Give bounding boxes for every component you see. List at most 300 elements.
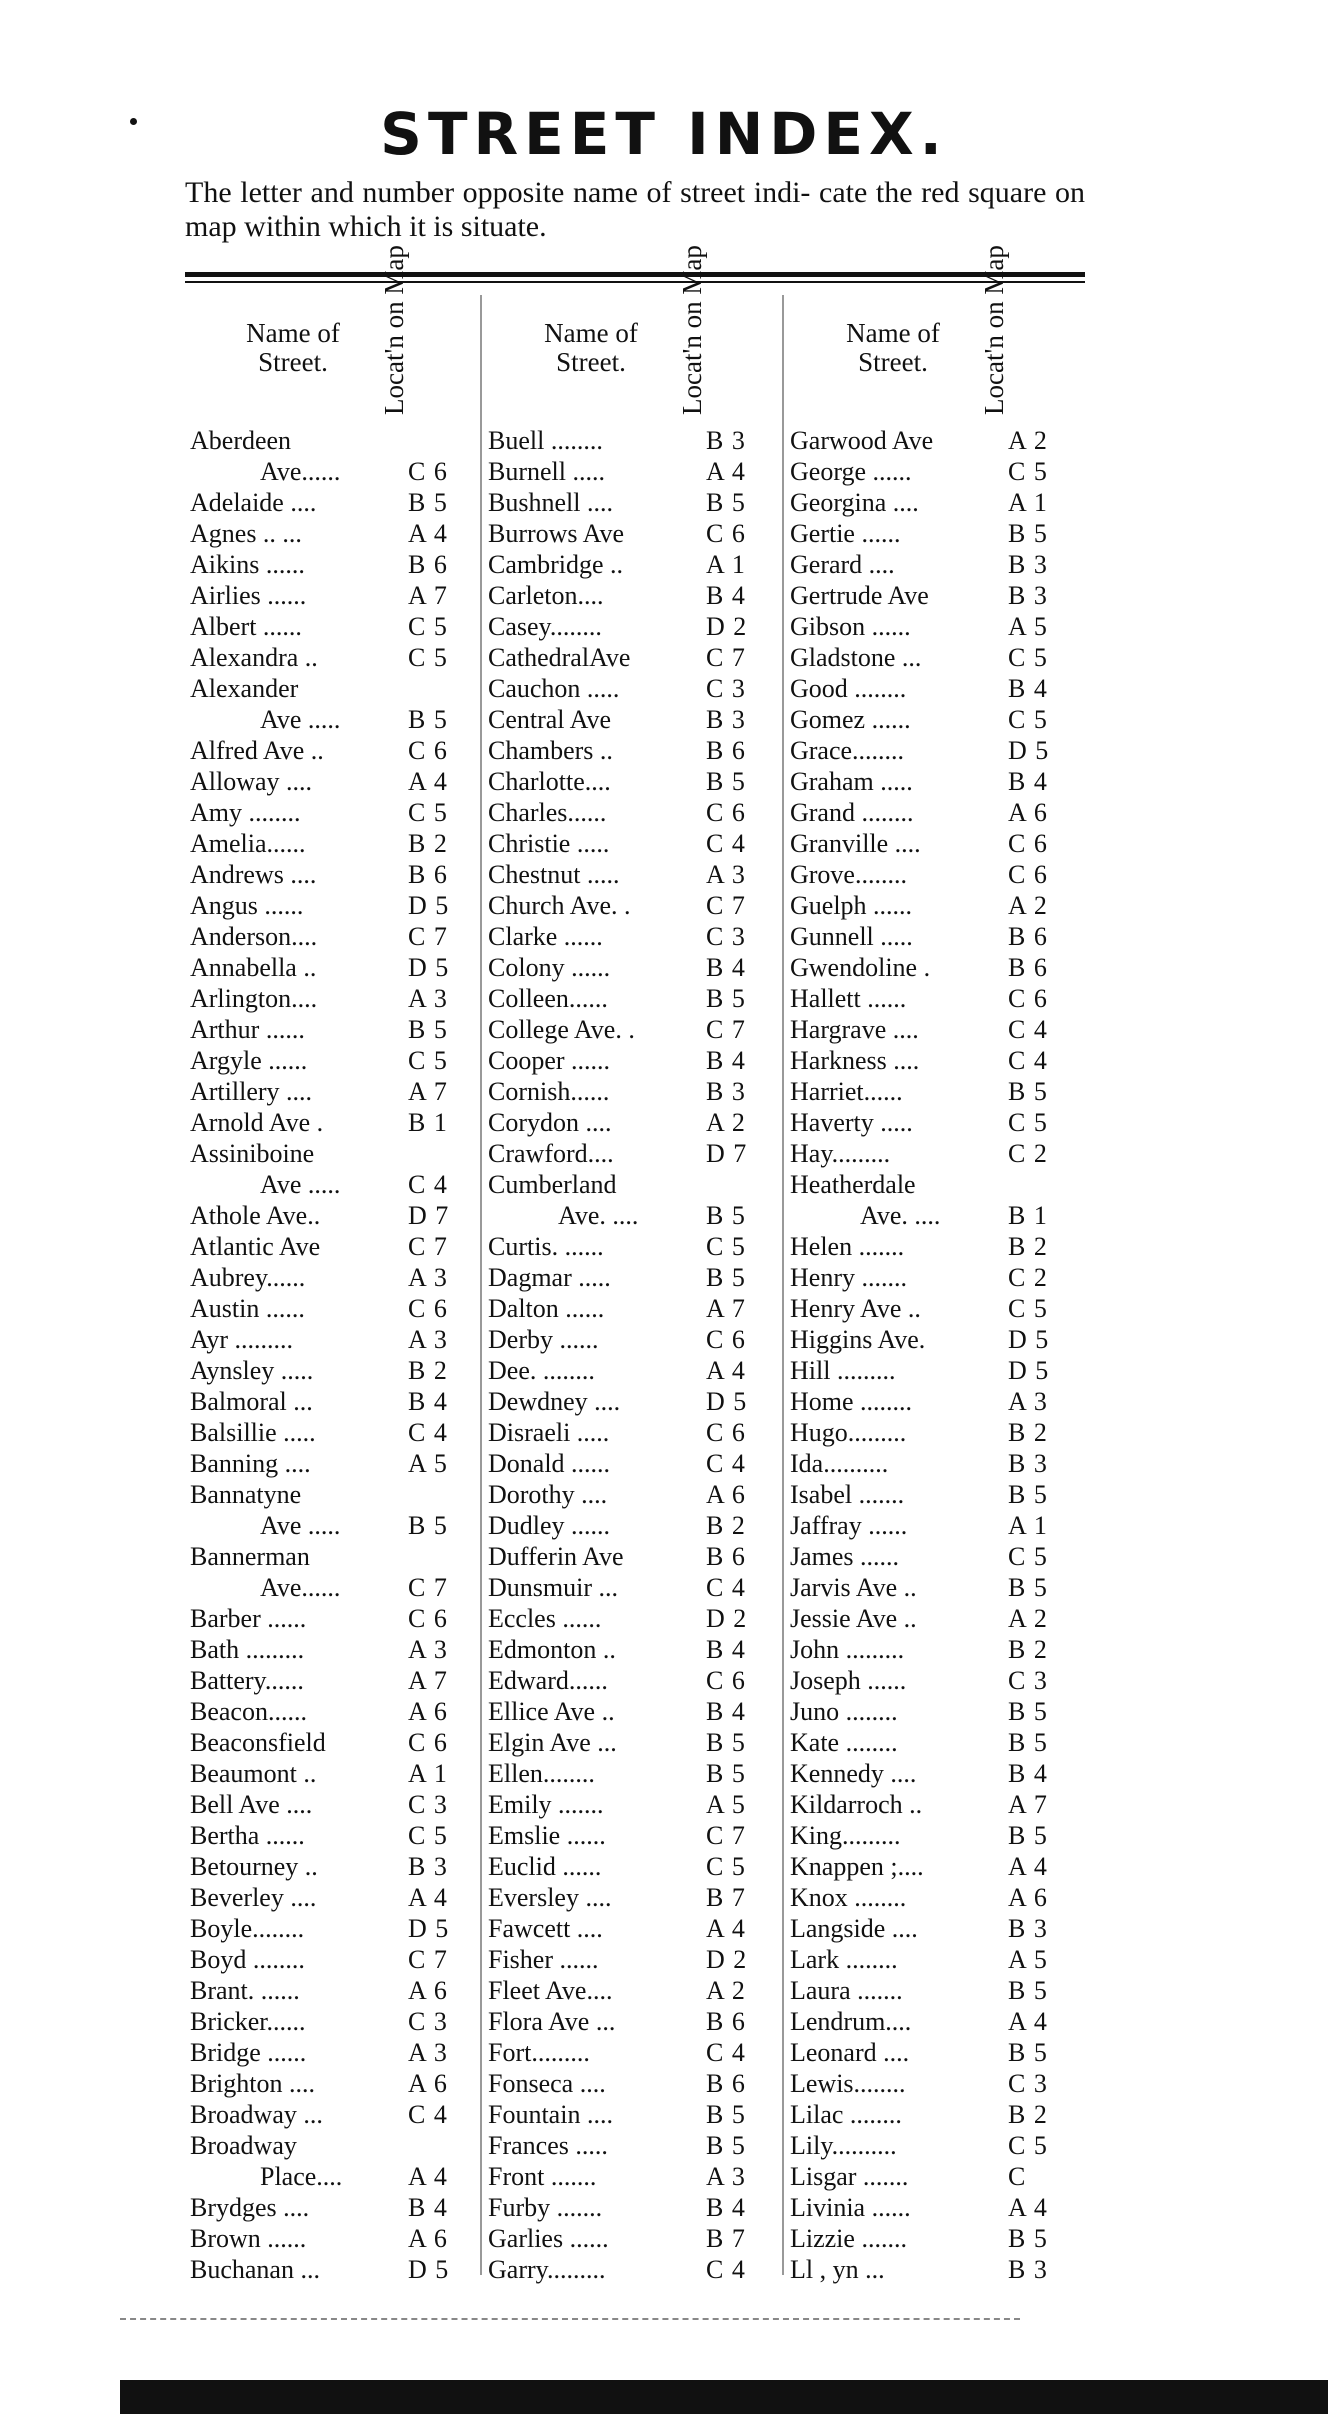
column-header	[488, 245, 776, 425]
map-location: A 4	[1008, 2193, 1048, 2222]
street-name: Heatherdale	[790, 1170, 916, 1199]
street-name: Elgin Ave ...	[488, 1728, 617, 1757]
map-location: A 6	[1008, 798, 1048, 827]
map-location: C 6	[706, 1418, 746, 1447]
street-name: Frances .....	[488, 2131, 608, 2160]
index-entry	[790, 1355, 1078, 1386]
street-name: Alloway ....	[190, 767, 313, 796]
column-header-location: Locat'n on Map	[979, 245, 1009, 415]
street-name: Fonseca ....	[488, 2069, 606, 2098]
street-name: Derby ......	[488, 1325, 599, 1354]
index-entry	[790, 1572, 1078, 1603]
index-entry	[488, 952, 776, 983]
map-location: D 5	[1008, 1325, 1050, 1354]
street-name: Brant. ......	[190, 1976, 300, 2005]
index-entry	[790, 1510, 1078, 1541]
street-name: Buell ........	[488, 426, 603, 455]
map-location: B 4	[706, 1697, 746, 1726]
street-name: James ......	[790, 1542, 900, 1571]
index-entry	[190, 1634, 478, 1665]
street-name: Hay.........	[790, 1139, 891, 1168]
street-name: Haverty .....	[790, 1108, 913, 1137]
index-entry	[488, 1417, 776, 1448]
map-location: B 3	[706, 1077, 746, 1106]
column-header-name: Name of Street.	[544, 318, 638, 377]
index-entry	[190, 921, 478, 952]
map-location: A 5	[1008, 1945, 1048, 1974]
map-location: D 7	[706, 1139, 748, 1168]
street-name: Jessie Ave ..	[790, 1604, 917, 1633]
index-entry	[790, 1727, 1078, 1758]
index-entry	[488, 1572, 776, 1603]
map-location: C 6	[706, 798, 746, 827]
street-name: Barber ......	[190, 1604, 307, 1633]
street-name: Central Ave	[488, 705, 611, 734]
index-entry	[190, 1417, 478, 1448]
index-entry	[190, 828, 478, 859]
map-location: B 6	[1008, 922, 1048, 951]
index-entry	[190, 611, 478, 642]
map-location: C 4	[1008, 1046, 1048, 1075]
index-entry	[190, 1944, 478, 1975]
column-rows	[488, 425, 776, 2285]
index-entry	[488, 828, 776, 859]
index-entry	[190, 1851, 478, 1882]
map-location: A 4	[706, 1356, 746, 1385]
index-entry	[190, 1665, 478, 1696]
map-location: B 2	[1008, 1635, 1048, 1664]
map-location: B 4	[1008, 674, 1048, 703]
map-location: C 4	[706, 2255, 746, 2284]
street-name: Bertha ......	[190, 1821, 305, 1850]
index-entry	[190, 2254, 478, 2285]
index-entry	[190, 2130, 478, 2161]
street-name: College Ave. .	[488, 1015, 635, 1044]
column-header	[790, 245, 1078, 425]
street-name: Arthur ......	[190, 1015, 305, 1044]
street-name: Gunnell .....	[790, 922, 913, 951]
street-name: Lizzie .......	[790, 2224, 907, 2253]
map-location: D 5	[1008, 736, 1050, 765]
map-location: B 5	[706, 488, 746, 517]
index-entry	[488, 2254, 776, 2285]
street-name: Curtis. ......	[488, 1232, 604, 1261]
street-name: Leonard ....	[790, 2038, 910, 2067]
page-title: STREET INDEX.	[380, 100, 948, 168]
map-location: B 6	[1008, 953, 1048, 982]
map-location: C 4	[706, 1449, 746, 1478]
index-entry	[488, 1882, 776, 1913]
index-entry	[488, 673, 776, 704]
street-name: Betourney ..	[190, 1852, 318, 1881]
map-location: C 4	[706, 1573, 746, 1602]
street-name: Albert ......	[190, 612, 302, 641]
index-entry	[790, 642, 1078, 673]
street-name: Bricker......	[190, 2007, 306, 2036]
map-location: B 4	[408, 2193, 448, 2222]
street-name: Agnes .. ...	[190, 519, 302, 548]
map-location: B 4	[1008, 1759, 1048, 1788]
index-entry	[790, 735, 1078, 766]
index-entry	[790, 1820, 1078, 1851]
column-header-location: Locat'n on Map	[677, 245, 707, 415]
index-entry	[488, 1293, 776, 1324]
street-name: Grace........	[790, 736, 905, 765]
map-location: C 7	[408, 1232, 448, 1261]
index-entry	[790, 487, 1078, 518]
street-name: Austin ......	[190, 1294, 305, 1323]
map-location: B 7	[706, 1883, 746, 1912]
map-location: C 7	[706, 1821, 746, 1850]
index-entry	[790, 2161, 1078, 2192]
street-name: Balmoral ...	[190, 1387, 313, 1416]
street-name: Colleen......	[488, 984, 608, 1013]
map-location: D 5	[408, 1914, 450, 1943]
street-name: Gerard ....	[790, 550, 895, 579]
map-location: B 4	[408, 1387, 448, 1416]
column-separator	[782, 295, 784, 2275]
street-name: Battery......	[190, 1666, 304, 1695]
street-name: Amelia......	[190, 829, 306, 858]
index-entry	[790, 1107, 1078, 1138]
map-location: C 3	[706, 674, 746, 703]
street-name: Colony ......	[488, 953, 611, 982]
map-location: B 3	[1008, 2255, 1048, 2284]
index-entry	[190, 1975, 478, 2006]
street-name: Airlies ......	[190, 581, 307, 610]
street-name: Fleet Ave....	[488, 1976, 613, 2005]
index-column-1	[190, 245, 478, 2285]
street-name: Front .......	[488, 2162, 597, 2191]
map-location: B 2	[408, 829, 448, 858]
map-location: A 4	[1008, 1852, 1048, 1881]
map-location: B 2	[706, 1511, 746, 1540]
index-entry	[488, 1696, 776, 1727]
street-name: Aberdeen	[190, 426, 292, 455]
street-name: Juno ........	[790, 1697, 898, 1726]
index-entry	[790, 1014, 1078, 1045]
street-name: Brydges ....	[190, 2193, 310, 2222]
index-entry	[790, 1541, 1078, 1572]
map-location: A 2	[1008, 1604, 1048, 1633]
map-location: B 1	[408, 1108, 448, 1137]
index-entry	[190, 456, 478, 487]
index-entry	[790, 1045, 1078, 1076]
map-location: B 1	[1008, 1201, 1048, 1230]
page-subtitle: The letter and number opposite name of street indi- cate the red square on map within which it is situate.	[185, 176, 1085, 243]
street-name: Carleton....	[488, 581, 604, 610]
map-location: C 7	[408, 1945, 448, 1974]
map-location: B 5	[706, 2100, 746, 2129]
street-name: Fort.........	[488, 2038, 590, 2067]
map-location: C 4	[408, 2100, 448, 2129]
index-entry	[790, 1262, 1078, 1293]
column-separator	[480, 295, 482, 2275]
index-entry	[190, 1758, 478, 1789]
street-name: Hargrave ....	[790, 1015, 919, 1044]
map-location: B 5	[1008, 1728, 1048, 1757]
index-entry	[790, 2068, 1078, 2099]
map-location: C 5	[1008, 1542, 1048, 1571]
map-location: C 7	[408, 1573, 448, 1602]
bottom-border-bar	[120, 2380, 1328, 2414]
street-name: Ave......	[260, 457, 341, 486]
map-location: B 6	[706, 2069, 746, 2098]
index-entry	[488, 2130, 776, 2161]
street-name: Alfred Ave ..	[190, 736, 324, 765]
street-name: Granville ....	[790, 829, 921, 858]
street-name: Joseph ......	[790, 1666, 907, 1695]
street-name: Fountain ....	[488, 2100, 613, 2129]
map-location: C 5	[1008, 1108, 1048, 1137]
index-entry	[790, 797, 1078, 828]
map-location: B 5	[1008, 519, 1048, 548]
map-location: B 5	[1008, 1077, 1048, 1106]
street-name: Gertie ......	[790, 519, 901, 548]
column-header-location: Locat'n on Map	[379, 245, 409, 415]
map-location: B 5	[706, 1263, 746, 1292]
map-location: A 6	[706, 1480, 746, 1509]
index-entry	[488, 1262, 776, 1293]
street-name: Argyle ......	[190, 1046, 308, 1075]
street-name: Lark ........	[790, 1945, 898, 1974]
map-location: A 4	[408, 2162, 448, 2191]
map-location: B 3	[1008, 581, 1048, 610]
index-entry	[790, 1851, 1078, 1882]
index-entry	[190, 487, 478, 518]
index-entry	[190, 1200, 478, 1231]
map-location: A 7	[408, 1077, 448, 1106]
map-location: A 4	[706, 457, 746, 486]
street-name: Henry .......	[790, 1263, 907, 1292]
street-name: Burrows Ave	[488, 519, 625, 548]
map-location: A 4	[1008, 2007, 1048, 2036]
index-entry	[190, 1913, 478, 1944]
index-entry	[190, 673, 478, 704]
index-column-2	[488, 245, 776, 2285]
map-location: B 4	[706, 581, 746, 610]
street-name: Kennedy ....	[790, 1759, 917, 1788]
map-location: A 5	[408, 1449, 448, 1478]
index-entry	[790, 1882, 1078, 1913]
street-name: Ave. ....	[860, 1201, 941, 1230]
map-location: B 5	[1008, 1480, 1048, 1509]
street-name: Henry Ave ..	[790, 1294, 921, 1323]
street-name: Andrews ....	[190, 860, 317, 889]
map-location: C 5	[1008, 457, 1048, 486]
index-entry	[190, 1882, 478, 1913]
index-entry	[190, 2192, 478, 2223]
index-entry	[190, 2068, 478, 2099]
index-entry	[488, 425, 776, 456]
index-entry	[488, 1355, 776, 1386]
street-name: Aubrey......	[190, 1263, 306, 1292]
index-entry	[488, 1789, 776, 1820]
map-location: A 3	[408, 1263, 448, 1292]
street-name: Aikins ......	[190, 550, 305, 579]
street-name: Good ........	[790, 674, 907, 703]
map-location: D 7	[408, 1201, 450, 1230]
map-location: C 6	[706, 1666, 746, 1695]
street-name: Ayr .........	[190, 1325, 294, 1354]
street-name: Anderson....	[190, 922, 318, 951]
index-entry	[190, 1572, 478, 1603]
street-name: Gladstone ...	[790, 643, 922, 672]
map-location: B 5	[1008, 2038, 1048, 2067]
index-entry	[790, 518, 1078, 549]
index-entry	[190, 1510, 478, 1541]
index-entry	[790, 952, 1078, 983]
street-name: Gwendoline .	[790, 953, 931, 982]
street-name: Christie .....	[488, 829, 610, 858]
map-location: C 5	[408, 643, 448, 672]
index-entry	[488, 2192, 776, 2223]
street-name: Angus ......	[190, 891, 304, 920]
map-location: A 5	[706, 1790, 746, 1819]
map-location: A 2	[706, 1108, 746, 1137]
street-name: Ave......	[260, 1573, 341, 1602]
street-name: Broadway	[190, 2131, 297, 2160]
index-entry	[190, 952, 478, 983]
map-location: C 4	[1008, 1015, 1048, 1044]
street-name: Livinia ......	[790, 2193, 911, 2222]
map-location: B 5	[706, 767, 746, 796]
index-entry	[190, 642, 478, 673]
street-name: Langside ....	[790, 1914, 918, 1943]
map-location: B 5	[1008, 1573, 1048, 1602]
street-name: King.........	[790, 1821, 901, 1850]
street-name: Charles......	[488, 798, 607, 827]
index-entry	[488, 921, 776, 952]
street-name: Alexander	[190, 674, 299, 703]
index-entry	[190, 2037, 478, 2068]
index-entry	[488, 549, 776, 580]
street-name: Flora Ave ...	[488, 2007, 616, 2036]
map-location: B 4	[1008, 767, 1048, 796]
index-entry	[488, 2006, 776, 2037]
street-name: Assiniboine	[190, 1139, 315, 1168]
map-location: C 4	[408, 1418, 448, 1447]
street-name: Guelph ......	[790, 891, 913, 920]
street-name: Grand ........	[790, 798, 914, 827]
index-entry	[488, 1634, 776, 1665]
map-location: C 6	[1008, 829, 1048, 858]
index-entry	[488, 1324, 776, 1355]
index-entry	[488, 704, 776, 735]
index-entry	[790, 704, 1078, 735]
street-name: Burnell .....	[488, 457, 605, 486]
map-location: C 3	[408, 2007, 448, 2036]
street-name: Artillery ....	[190, 1077, 313, 1106]
index-entry	[488, 456, 776, 487]
index-entry	[488, 890, 776, 921]
street-name: Bridge ......	[190, 2038, 307, 2067]
map-location: B 4	[706, 1635, 746, 1664]
street-name: Furby .......	[488, 2193, 603, 2222]
index-entry	[488, 1727, 776, 1758]
street-name: Isabel .......	[790, 1480, 905, 1509]
index-entry	[790, 1634, 1078, 1665]
index-entry	[190, 1603, 478, 1634]
street-name: John .........	[790, 1635, 905, 1664]
street-name: Ellen........	[488, 1759, 595, 1788]
map-location: D 2	[706, 1945, 748, 1974]
column-rows	[790, 425, 1078, 2285]
index-entry	[190, 1045, 478, 1076]
map-location: A 2	[706, 1976, 746, 2005]
map-location: B 4	[706, 1046, 746, 1075]
map-location: C 4	[706, 2038, 746, 2067]
map-location: D 5	[408, 2255, 450, 2284]
street-name: Cumberland	[488, 1170, 617, 1199]
street-name: Adelaide ....	[190, 488, 317, 517]
street-name: Fawcett ....	[488, 1914, 603, 1943]
map-location: A 1	[408, 1759, 448, 1788]
street-name: Kate ........	[790, 1728, 898, 1757]
map-location: A 1	[1008, 1511, 1048, 1540]
index-entry	[790, 580, 1078, 611]
map-location: C 6	[408, 1728, 448, 1757]
index-entry	[790, 1479, 1078, 1510]
map-location: A 6	[408, 1976, 448, 2005]
index-entry	[790, 1944, 1078, 1975]
index-entry	[790, 1386, 1078, 1417]
street-name: Lisgar .......	[790, 2162, 909, 2191]
street-name: Harriet......	[790, 1077, 903, 1106]
street-name: Home ........	[790, 1387, 913, 1416]
street-name: Garwood Ave	[790, 426, 934, 455]
index-column-3	[790, 245, 1078, 2285]
footer-dashed-rule	[120, 2318, 1020, 2320]
index-entry	[790, 1417, 1078, 1448]
map-location: C 5	[1008, 2131, 1048, 2160]
map-location: B 3	[706, 426, 746, 455]
index-entry	[190, 735, 478, 766]
street-name: Dufferin Ave	[488, 1542, 624, 1571]
street-name: Ellice Ave ..	[488, 1697, 615, 1726]
index-entry	[190, 2161, 478, 2192]
index-entry	[190, 1696, 478, 1727]
index-entry	[488, 1758, 776, 1789]
street-name: Brighton ....	[190, 2069, 315, 2098]
map-location: B 2	[1008, 1418, 1048, 1447]
index-entry	[190, 704, 478, 735]
street-name: Jaffray ......	[790, 1511, 908, 1540]
street-name: Harkness ....	[790, 1046, 920, 1075]
index-entry	[190, 1231, 478, 1262]
index-entry	[790, 1603, 1078, 1634]
index-entry	[190, 890, 478, 921]
index-entry	[190, 2223, 478, 2254]
street-name: Atlantic Ave	[190, 1232, 321, 1261]
street-name: Boyle........	[190, 1914, 305, 1943]
index-entry	[488, 2068, 776, 2099]
index-entry	[190, 580, 478, 611]
street-name: George ......	[790, 457, 912, 486]
street-name: Arlington....	[190, 984, 318, 1013]
map-location: B 5	[408, 488, 448, 517]
column-header-name: Name of Street.	[846, 318, 940, 377]
index-entry	[790, 1758, 1078, 1789]
index-entry	[488, 611, 776, 642]
map-location: B 7	[706, 2224, 746, 2253]
map-location: A 7	[408, 1666, 448, 1695]
map-location: C 6	[408, 736, 448, 765]
map-location: A 4	[408, 767, 448, 796]
map-location: B 3	[706, 705, 746, 734]
map-location: B 5	[706, 1201, 746, 1230]
map-location: B 5	[1008, 2224, 1048, 2253]
